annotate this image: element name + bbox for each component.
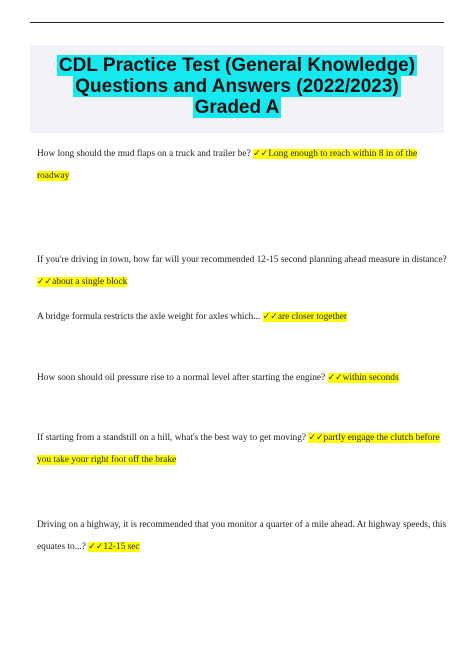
answer-highlight xyxy=(88,542,139,552)
qa-item-5 xyxy=(37,427,447,471)
answer-text: partly engage the clutch before you take your right foot off the brake xyxy=(37,433,440,465)
check-mark-icon: ✓✓ xyxy=(253,149,269,159)
qa-item-6 xyxy=(37,514,447,558)
qa-item-2 xyxy=(37,249,447,293)
answer-text: about a single block xyxy=(52,277,128,287)
answer-highlight xyxy=(37,277,127,287)
answer-text: within seconds xyxy=(342,373,399,383)
question-text: If you're driving in town, how far will your recommended 12-15 second planning ahead measure in distance? xyxy=(37,255,447,265)
check-mark-icon: ✓✓ xyxy=(262,312,278,322)
check-mark-icon: ✓✓ xyxy=(327,373,343,383)
question-text: A bridge formula restricts the axle weight for axles which... xyxy=(37,312,261,322)
question-text: How long should the mud flaps on a truck and trailer be? xyxy=(37,149,251,159)
title-line-2: Questions and Answers (2022/2023) xyxy=(75,76,399,97)
check-mark-icon: ✓✓ xyxy=(37,277,53,287)
answer-highlight xyxy=(263,312,347,322)
question-text: How soon should oil pressure rise to a normal level after starting the engine? xyxy=(37,373,326,383)
qa-item-1 xyxy=(37,143,447,187)
check-mark-icon: ✓✓ xyxy=(88,542,104,552)
page-title xyxy=(30,55,444,118)
title-block xyxy=(30,45,444,133)
answer-text: Long enough to reach within 8 in of the roadway xyxy=(37,149,418,181)
top-divider xyxy=(30,22,444,23)
answer-text: 12-15 sec xyxy=(103,542,140,552)
qa-item-3 xyxy=(37,306,447,328)
qa-item-4 xyxy=(37,367,447,389)
question-text: Driving on a highway, it is recommended that you monitor a quarter of a mile ahead. At highway speeds, this equates to...? xyxy=(37,520,447,552)
title-line-3: Graded A xyxy=(194,97,280,118)
title-line-1: CDL Practice Test (General Knowledge) xyxy=(58,55,416,76)
check-mark-icon: ✓✓ xyxy=(308,433,324,443)
answer-highlight xyxy=(328,373,399,383)
answer-text: are closer together xyxy=(277,312,348,322)
question-text: If starting from a standstill on a hill, what's the best way to get moving? xyxy=(37,433,307,443)
